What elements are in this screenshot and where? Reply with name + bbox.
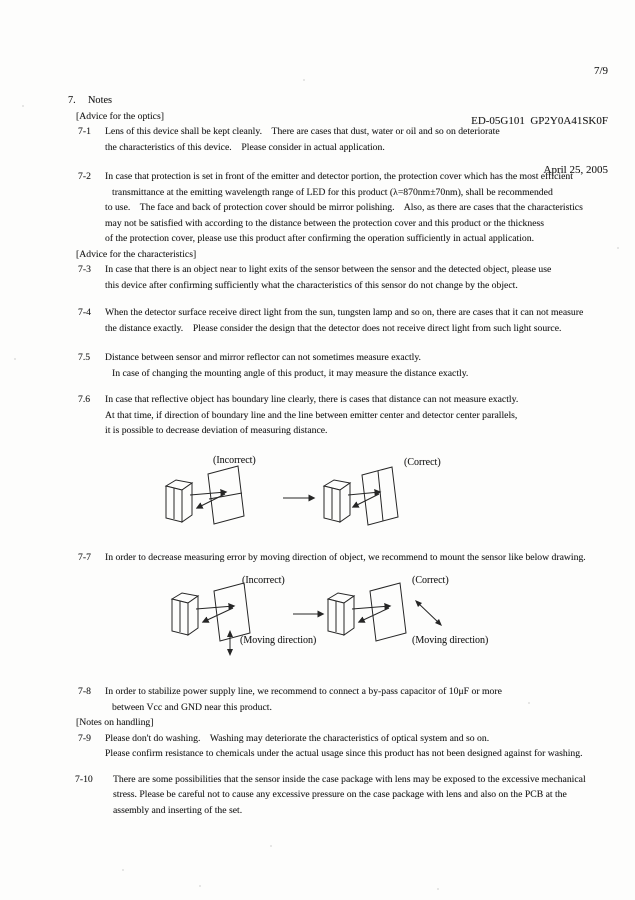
note-line: may not be satisfied with according to the distance between the protection cover and this product or the thickness (105, 217, 545, 229)
section-title: Notes (88, 95, 113, 106)
note-item-7-2 (0, 169, 635, 247)
note-item-7-1 (0, 124, 635, 155)
sensor-box (166, 480, 192, 522)
note-item-7-7 (0, 550, 635, 566)
note-item-7-8 (0, 684, 635, 715)
note-line: it is possible to decrease deviation of measuring distance. (105, 425, 328, 436)
sensor-box (172, 593, 198, 635)
boundary-line-diagram (0, 452, 635, 550)
note-item-7-10 (0, 772, 635, 819)
moving-diagram-figure (160, 581, 490, 659)
page-number: 7/9 (593, 65, 608, 77)
note-body (113, 772, 635, 819)
moving-direction-label: (Moving direction) (412, 635, 489, 646)
note-body (105, 392, 635, 439)
note-item-7-5 (0, 350, 635, 381)
note-line: assembly and inserting of the set. (113, 804, 243, 816)
boundary-diagram-figure (150, 464, 470, 542)
note-line: Distance between sensor and mirror reflector can not sometimes measure exactly. (105, 352, 421, 363)
note-body (105, 684, 635, 715)
scan-speck (270, 845, 272, 847)
note-line: between Vcc and GND near this product. (112, 701, 272, 713)
note-item-7-4 (0, 305, 635, 336)
correct-label: (Correct) (404, 456, 441, 468)
heading-advice-characteristics: [Advice for the characteristics] (76, 248, 197, 260)
note-line: In case that protection is set in front of the emitter and detector portion, the protection cover which has the most efficient (105, 171, 573, 182)
note-number: 7-8 (78, 686, 91, 697)
heading-advice-optics: [Advice for the optics] (76, 110, 164, 122)
section-heading (68, 93, 635, 109)
note-number: 7-1 (78, 126, 91, 137)
sensor-box (328, 593, 354, 635)
reflected-beam-arrow (359, 608, 389, 622)
emitted-beam-arrow (190, 492, 226, 495)
reflective-plate-horizontal-boundary (208, 466, 244, 524)
emitted-beam-arrow (352, 606, 390, 609)
reflected-beam-arrow (203, 608, 233, 622)
note-number: 7.5 (78, 352, 91, 363)
scan-speck (22, 105, 24, 107)
scan-speck (14, 358, 16, 360)
moving-direction-diagram (0, 571, 635, 684)
document-code: ED-05G101 GP2Y0A41SK0F (471, 114, 608, 127)
note-item-7-3 (0, 262, 635, 293)
note-line: stress. Please be careful not to cause any excessive pressure on the case package with lens and also on the PCB at the (113, 789, 567, 800)
note-item-7-6 (0, 392, 635, 439)
note-line: In case that there is an object near to light exits of the sensor between the sensor and the detected object, please use (105, 264, 552, 275)
document-date: April 25, 2005 (543, 164, 608, 176)
scan-speck (303, 79, 305, 81)
note-number: 7-4 (78, 307, 91, 318)
note-number: 7-7 (78, 551, 91, 563)
incorrect-label: (Incorrect) (213, 454, 256, 466)
note-line: Please confirm resistance to chemicals under the actual usage since this product has not been designed against for washing. (105, 748, 583, 759)
section-number: 7. (68, 95, 76, 106)
note-line: transmittance at the emitting wavelength range of LED for this product (λ=870nm±70nm), shall be recommended (112, 186, 553, 198)
heading-notes-handling: [Notes on handling] (76, 717, 154, 728)
emitted-beam-arrow (196, 606, 234, 609)
note-body (105, 350, 635, 381)
moving-direction-label: (Moving direction) (240, 635, 317, 646)
note-line: Lens of this device shall be kept cleanly. There are cases that dust, water or oil and so on deteriorate (105, 126, 500, 137)
incorrect-label: (Incorrect) (242, 575, 285, 586)
scan-speck (199, 885, 201, 887)
note-line: the characteristics of this device. Please consider in actual application. (105, 141, 385, 153)
note-number: 7-3 (78, 264, 91, 275)
correct-label: (Correct) (412, 575, 449, 586)
note-line: There are some possibilities that the sensor inside the case package with lens may be exposed to the excessive mechanical (113, 773, 586, 785)
reflective-plate (370, 583, 406, 641)
note-number: 7.6 (78, 394, 91, 405)
note-line: When the detector surface receive direct light from the sun, tungsten lamp and so on, there are cases that it can not measure (105, 307, 584, 318)
note-line: the distance exactly. Please consider the design that the detector does not receive direct light from such light source. (105, 322, 562, 334)
scan-speck (437, 888, 439, 890)
note-line: In case that reflective object has boundary line clearly, there is cases that distance can not measure exactly. (105, 394, 519, 405)
reflective-plate-vertical-boundary (362, 467, 398, 525)
note-line: to use. The face and back of protection cover should be mirror polishing. Also, as there are cases that the characteristics (105, 202, 583, 213)
note-line: In order to stabilize power supply line, we recommend to connect a by-pass capacitor of 10μF or more (105, 686, 502, 697)
note-body (105, 262, 635, 293)
note-line: In case of changing the mounting angle of this product, it may measure the distance exactly. (112, 367, 469, 379)
note-body (105, 169, 635, 247)
note-line: Please don't do washing. Washing may deteriorate the characteristics of optical system and so on. (105, 732, 490, 744)
note-number: 7-2 (78, 171, 91, 182)
note-body (105, 550, 635, 566)
scan-speck (122, 869, 124, 871)
note-body (105, 124, 635, 155)
note-number: 7-10 (75, 773, 93, 785)
note-item-7-9 (0, 731, 635, 762)
note-line: At that time, if direction of boundary line and the line between emitter center and detector center parallels, (105, 409, 518, 421)
note-body (105, 731, 635, 762)
reflective-plate (214, 583, 250, 641)
note-line: this device after confirming sufficiently what the characteristics of this sensor do not change by the object. (105, 279, 518, 291)
sensor-box (324, 480, 350, 522)
note-number: 7-9 (78, 732, 91, 744)
note-line: of the protection cover, please use this product after confirming the operation sufficiently in actual application. (105, 233, 535, 244)
note-line: In order to decrease measuring error by moving direction of object, we recommend to mount the sensor like below drawing. (105, 551, 586, 563)
scan-speck (617, 247, 619, 249)
scan-speck (528, 702, 530, 704)
note-body (105, 305, 635, 336)
vertical-moving-arrow (227, 630, 233, 656)
diagonal-moving-arrow (415, 600, 442, 626)
